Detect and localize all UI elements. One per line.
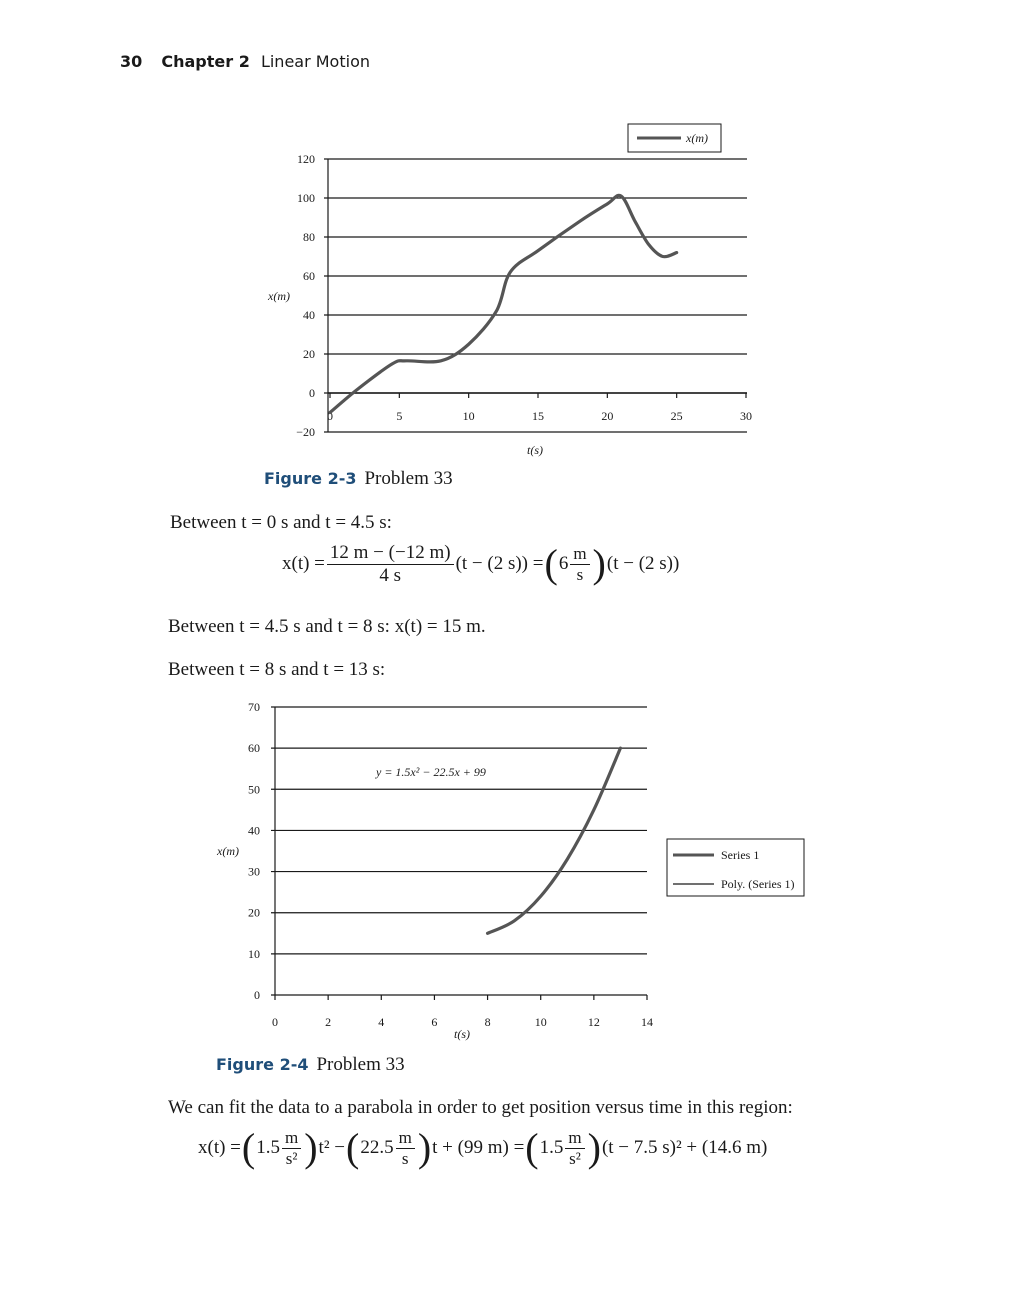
y-tick-label: 120 — [297, 152, 315, 166]
x-tick-label: 14 — [641, 1015, 653, 1029]
x-tick-label: 0 — [272, 1015, 278, 1029]
x-tick-label: 5 — [396, 409, 403, 423]
chart-parabola-fit — [0, 690, 1020, 1050]
x-tick-label: 10 — [534, 1015, 547, 1029]
x-tick-label: 8 — [484, 1015, 491, 1029]
x-tick-label: 0 — [327, 409, 333, 423]
figure-2-4-caption — [216, 1054, 405, 1076]
figure-caption-text: Problem 33 — [316, 1054, 405, 1075]
between-8-and-13: Between t = 8 s and t = 13 s: — [168, 659, 386, 680]
eq1-middle: (t − (2 s)) = — [455, 553, 544, 575]
figure-caption-text: Problem 33 — [364, 468, 453, 489]
legend-entry-series1: Series 1 — [721, 848, 760, 862]
x-tick-label: 6 — [431, 1015, 438, 1029]
figure-2-3 — [0, 0, 1020, 470]
eq1-fraction — [327, 542, 454, 587]
between-4-5-and-8: Between t = 4.5 s and t = 8 s: x(t) = 15 m. — [168, 616, 486, 637]
eq1-unit: $\frac{m}{s}$ — [570, 544, 589, 584]
y-tick-label: 0 — [309, 386, 315, 400]
y-tick-label: 60 — [248, 741, 260, 756]
legend — [628, 124, 721, 152]
equation-1: x(t) = $\frac{12 m - (-12 m)}{4 s}$ (t − (2 s)) = ( 6 $\frac{m}{s}$ ) (t − (2 s)) — [282, 541, 680, 587]
figure-label: Figure 2-3 — [264, 469, 357, 488]
y-tick-label: 70 — [248, 700, 260, 714]
y-tick-label: 20 — [248, 905, 260, 920]
trendline-equation: y = 1.5x² − 22.5x + 99 — [376, 765, 486, 779]
x-tick-label: 4 — [378, 1015, 385, 1029]
series-line-x — [330, 195, 677, 412]
x-axis-label: t(s) — [454, 1027, 470, 1041]
eq1-coefficient: 6 — [558, 553, 569, 575]
legend-entry: x(m) — [686, 131, 708, 145]
y-tick-label: 60 — [303, 269, 315, 283]
x-tick-label: 25 — [670, 409, 683, 423]
y-tick-label: 40 — [248, 823, 260, 838]
eq1-denominator: 4 s — [379, 564, 402, 586]
series-line-1 — [488, 748, 621, 933]
page-number: 30 — [120, 52, 143, 71]
eq1-tail: (t − (2 s)) — [606, 553, 680, 575]
y-tick-label: −20 — [296, 425, 315, 439]
y-tick-label: 50 — [248, 782, 260, 797]
x-tick-label: 20 — [601, 409, 614, 423]
x-tick-label: 15 — [532, 409, 544, 423]
figure-label: Figure 2-4 — [216, 1055, 309, 1074]
y-tick-label: 80 — [303, 230, 315, 244]
chapter-label: Chapter 2 — [161, 52, 250, 71]
legend — [667, 839, 804, 896]
x-tick-label: 30 — [740, 409, 752, 423]
y-tick-label: 10 — [248, 946, 260, 961]
legend-entry-poly: Poly. (Series 1) — [721, 877, 795, 891]
figure-2-3-caption — [264, 468, 453, 490]
figure-2-4 — [0, 690, 1020, 1050]
x-tick-label: 12 — [587, 1015, 600, 1029]
chart-position-vs-time — [0, 0, 1020, 470]
parabola-fit-paragraph: We can fit the data to a parabola in order to get position versus time in this region: — [168, 1097, 793, 1118]
eq1-lhs: x(t) = — [282, 553, 325, 575]
x-axis-label: t(s) — [527, 443, 543, 457]
eq1-numerator: 12 m − (−12 m) — [327, 542, 454, 565]
equation-2: x(t) = ( 1.5 $\frac{m}{\text{s²}}$ ) t² − ( 22.5 $\frac{m}{s}$ ) t + (99 m) = ( 1.5 $\frac{m}{\text{s²}}$ ) (t − 7.5 s)² + (14.6 m) — [198, 1125, 768, 1171]
y-tick-label: 30 — [248, 864, 260, 879]
x-tick-label: 2 — [325, 1015, 332, 1029]
x-tick-label: 10 — [462, 409, 475, 423]
y-axis-label: x(m) — [268, 289, 290, 303]
eq2-lhs: x(t) = — [198, 1137, 241, 1159]
between-0-and-4-5: Between t = 0 s and t = 4.5 s: — [170, 512, 392, 533]
chapter-title: Linear Motion — [260, 52, 370, 71]
y-tick-label: 20 — [303, 347, 315, 361]
y-tick-label: 100 — [297, 191, 315, 205]
y-tick-label: 40 — [303, 308, 315, 322]
y-axis-label: x(m) — [217, 844, 239, 858]
y-tick-label: 0 — [254, 988, 260, 1002]
